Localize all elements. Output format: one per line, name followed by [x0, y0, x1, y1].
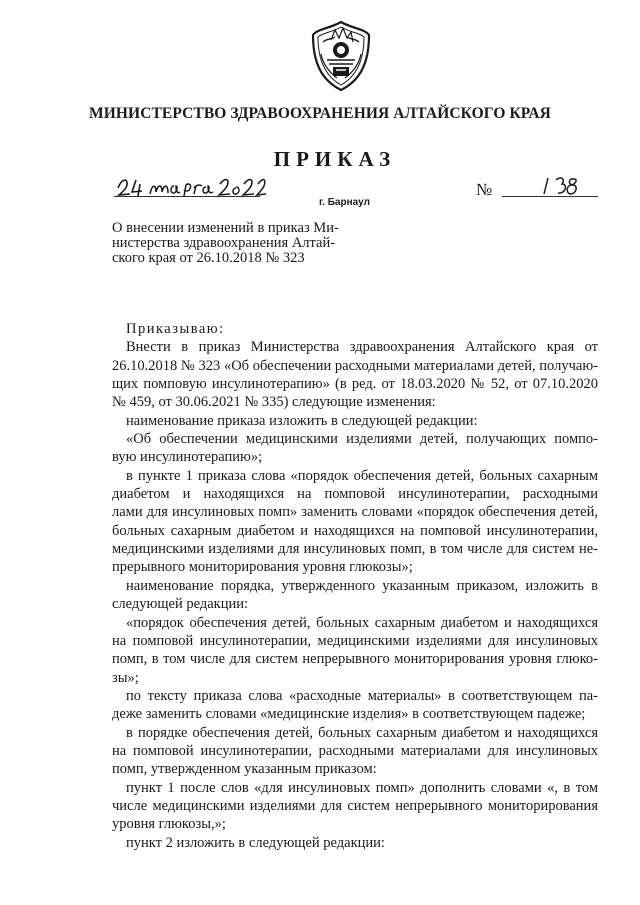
body-line: наименование порядка, утвержденного указанным приказом, изложить в	[126, 577, 598, 594]
order-body	[112, 320, 598, 852]
body-line: по тексту приказа слова «расходные материалы» в соответствующем па-	[126, 687, 598, 704]
body-line: в пункте 1 приказа слова «порядок обеспечения детей, больных сахарным	[126, 467, 598, 484]
body-line: лами для инсулиновых помп» заменить словами «порядок обеспечения детей,	[112, 504, 598, 521]
body-line: прерывного мониторирования уровня глюкозы»;	[112, 559, 413, 576]
body-line: 26.10.2018 № 323 «Об обеспечении расходными материалами детей, получаю-	[112, 357, 598, 374]
date-underline	[114, 196, 260, 197]
subject-line: ского края от 26.10.2018 № 323	[112, 250, 305, 266]
body-line: на помповой инсулинотерапии, расходными материалами для инсулиновых	[112, 742, 598, 759]
body-line: щих помповую инсулинотерапию» (в ред. от 18.03.2020 № 52, от 07.10.2020	[112, 376, 598, 393]
subject-line: нистерства здравоохранения Алтай-	[112, 235, 336, 251]
body-line: «Об обеспечении медицинскими изделиями детей, получающих помпо-	[126, 431, 598, 448]
body-line: на помповой инсулинотерапии, медицинскими изделиями для инсулиновых	[112, 632, 598, 649]
body-line: Приказываю:	[126, 321, 225, 337]
body-line: вую инсулинотерапию»;	[112, 449, 263, 466]
altai-coat-of-arms-icon	[309, 20, 373, 92]
body-line: пункт 1 после слов «для инсулиновых помп» дополнить словами «, в том	[126, 779, 598, 796]
body-line: деже заменить словами «медицинские изделия» в соответствующем падеже;	[112, 706, 586, 723]
order-subject	[112, 221, 338, 266]
body-line: числе медицинскими изделиями для систем непрерывного мониторирования	[112, 797, 598, 814]
body-line: медицинскими изделиями для инсулиновых помп, в том числе для систем не-	[112, 541, 598, 558]
body-line: «порядок обеспечения детей, больных сахарным диабетом и находящихся	[126, 614, 598, 631]
body-line: в порядке обеспечения детей, больных сахарным диабетом и находящихся	[126, 724, 598, 741]
body-line: помп, в том числе для систем непрерывного мониторирования уровня глюко-	[112, 651, 598, 668]
body-line: уровня глюкозы,»;	[112, 816, 226, 833]
number-sign: №	[476, 180, 493, 199]
body-line: зы»;	[112, 669, 139, 686]
handwritten-number-icon	[540, 174, 580, 198]
body-line: больных сахарным диабетом и находящихся на помповой инсулинотерапии,	[112, 522, 598, 539]
document-title: ПРИКАЗ	[273, 147, 397, 171]
body-line: следующей редакции:	[112, 596, 249, 613]
body-line: пункт 2 изложить в следующей редакции:	[126, 834, 385, 851]
subject-line: О внесении изменений в приказ Ми-	[112, 220, 339, 236]
body-line: Внести в приказ Министерства здравоохранения Алтайского края от	[126, 339, 598, 356]
body-line: помп, утвержденном указанным приказом:	[112, 761, 377, 778]
city-label: г. Барнаул	[319, 197, 370, 208]
ministry-name: МИНИСТЕРСТВО ЗДРАВООХРАНЕНИЯ АЛТАЙСКОГО КРАЯ	[89, 105, 551, 122]
body-line: диабетом и находящихся на помповой инсулинотерапии, расходными	[112, 486, 598, 503]
body-line: № 459, от 30.06.2021 № 335) следующие изменения:	[112, 394, 436, 411]
body-line: наименование приказа изложить в следующей редакции:	[126, 412, 478, 429]
